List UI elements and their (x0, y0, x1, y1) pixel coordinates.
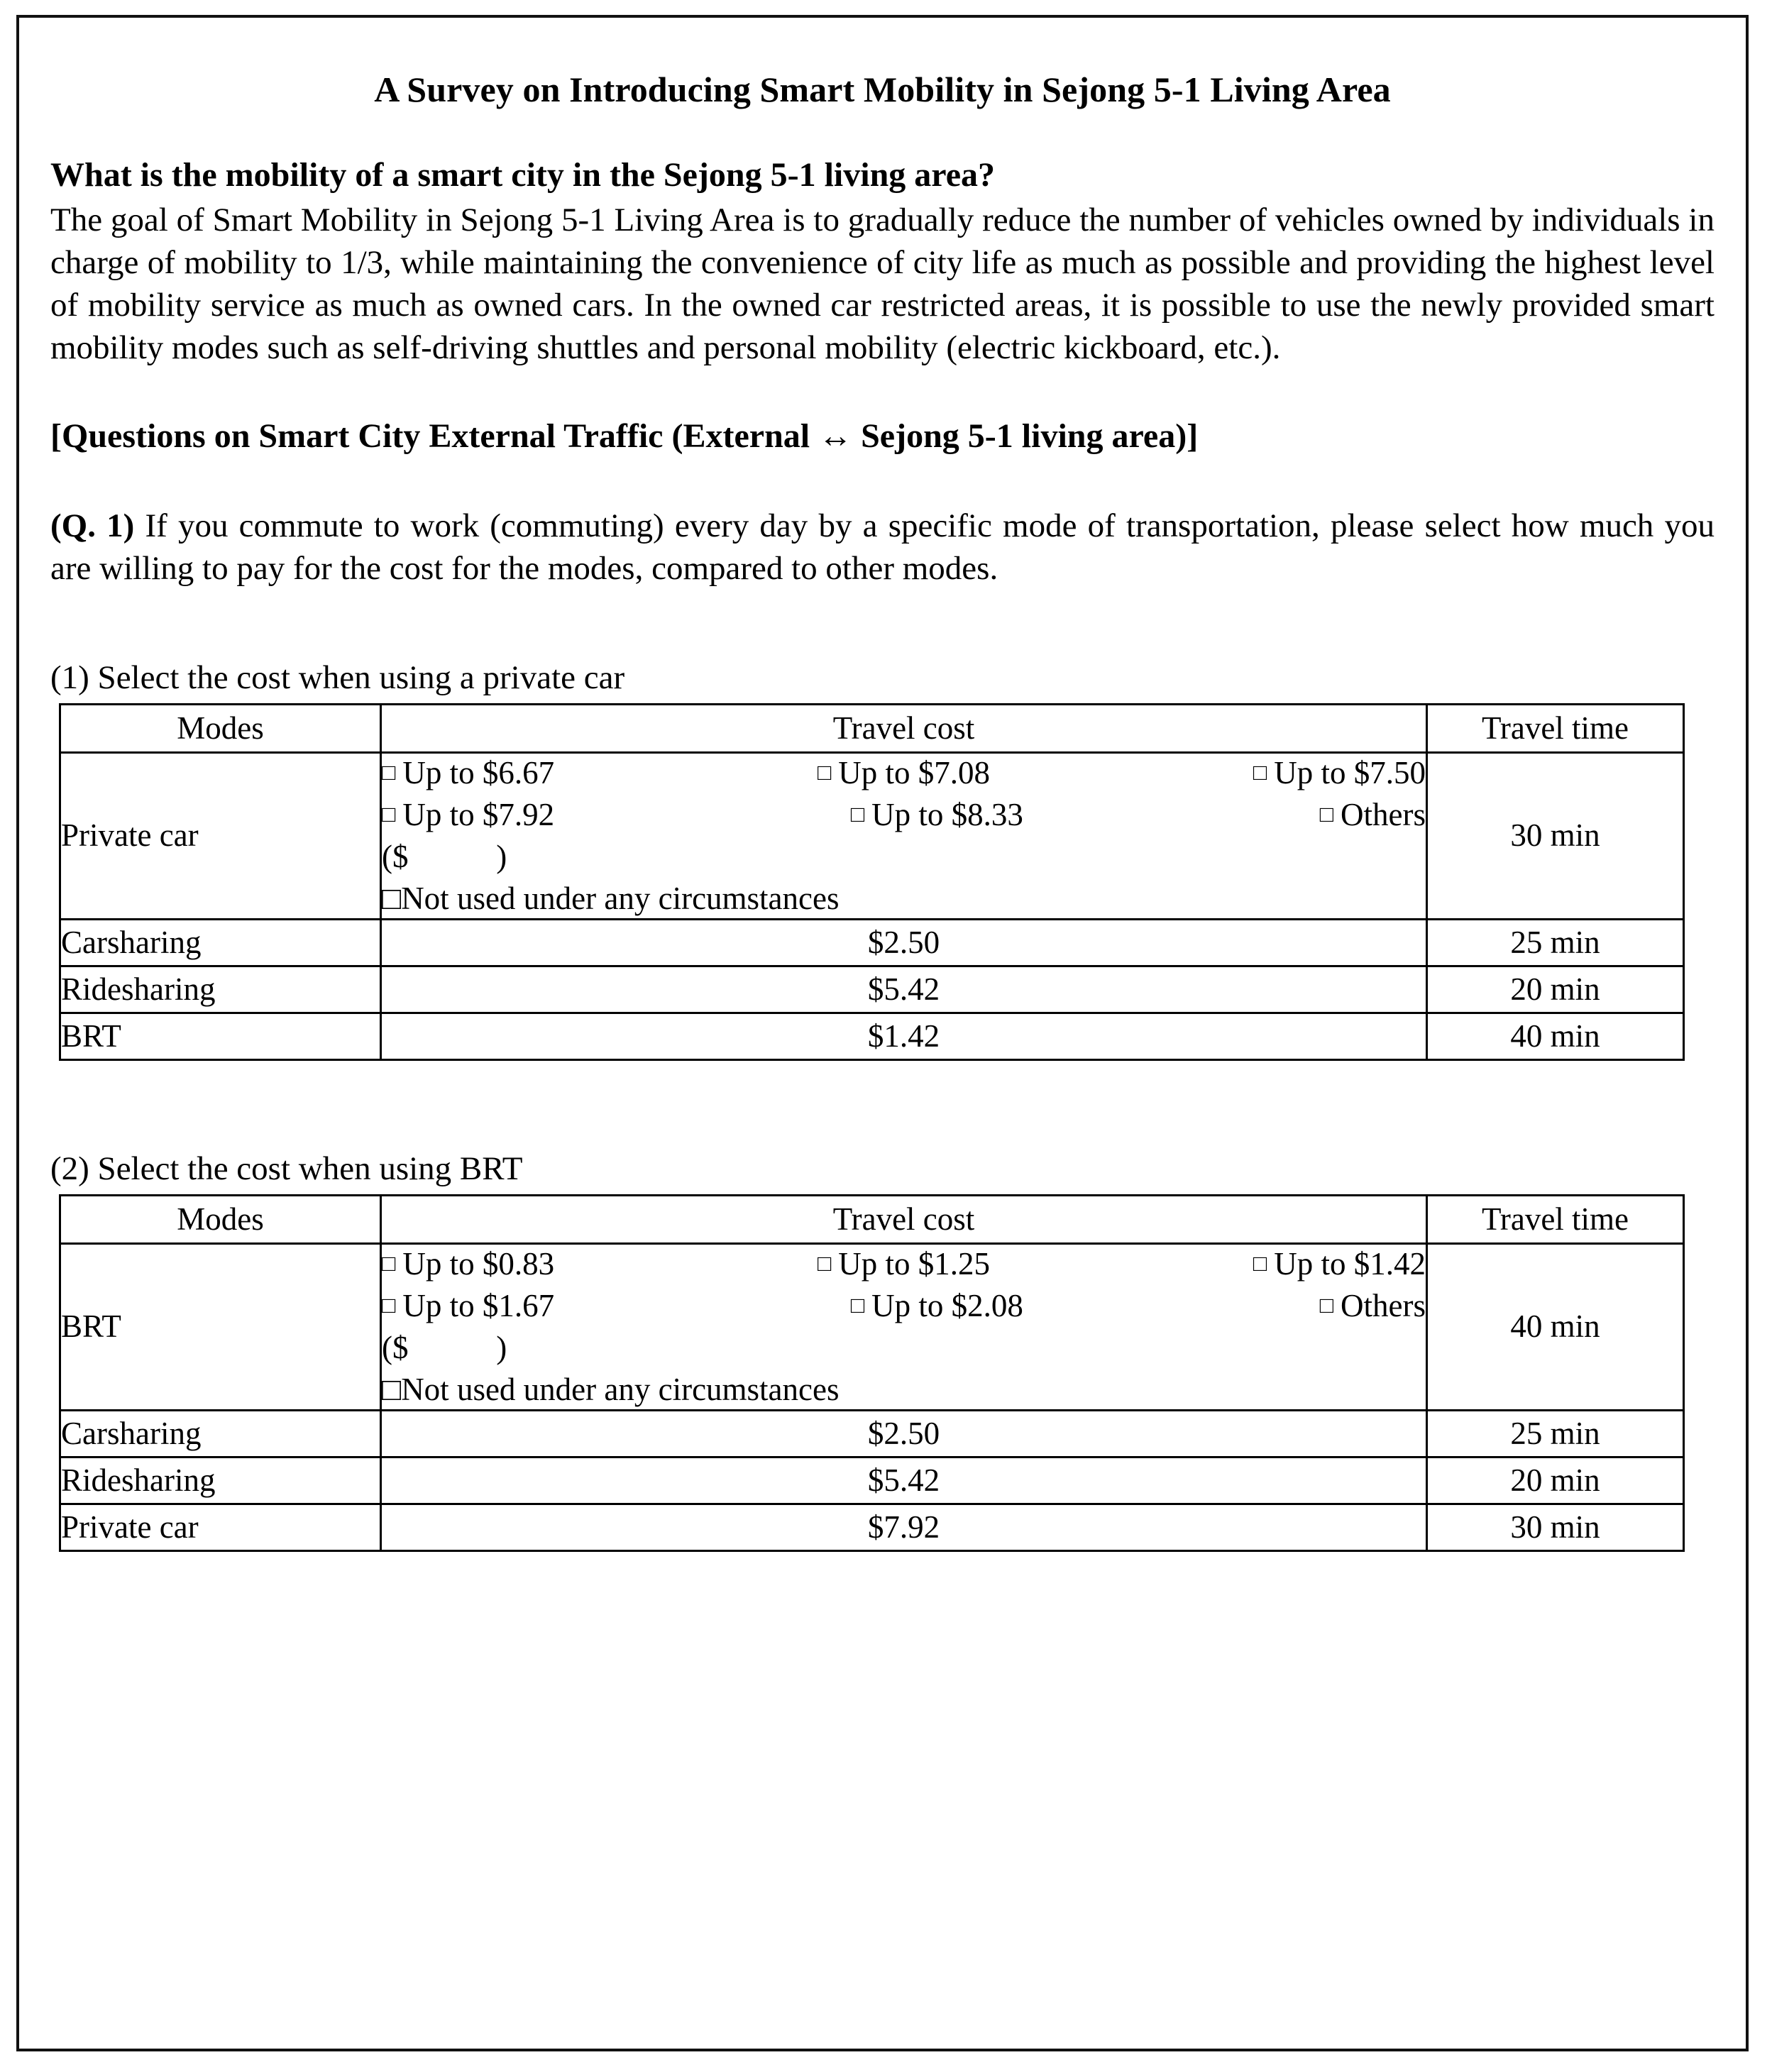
subquestion-label-2: (2) Select the cost when using BRT (50, 1150, 523, 1188)
table-header-row (60, 1196, 1684, 1244)
option-label: Up to $6.67 (402, 755, 555, 791)
travel-cost-value: $2.50 (381, 1410, 1427, 1457)
checkbox-icon[interactable]: □ (382, 881, 402, 917)
checkbox-icon[interactable]: □ (850, 801, 865, 827)
table-row (60, 1457, 1684, 1504)
table-row-options (60, 753, 1684, 920)
spacer (50, 590, 1715, 610)
checkbox-option[interactable] (1253, 1245, 1426, 1284)
cost-options-cell (381, 1244, 1427, 1411)
checkbox-icon[interactable]: □ (382, 1292, 396, 1318)
travel-cost-value: $1.42 (381, 1013, 1427, 1060)
travel-time-value: 40 min (1427, 1244, 1684, 1411)
option-label: Not used under any circumstances (401, 881, 840, 917)
spacer (50, 1061, 1715, 1101)
mode-name: Carsharing (60, 1410, 381, 1457)
option-label: Not used under any circumstances (401, 1372, 840, 1408)
checkbox-icon[interactable]: □ (382, 1250, 396, 1277)
mode-name: BRT (60, 1013, 381, 1060)
table-header-row (60, 705, 1684, 753)
option-row-2 (382, 1286, 1426, 1326)
checkbox-option[interactable] (1253, 754, 1426, 793)
checkbox-icon[interactable]: □ (382, 801, 396, 827)
column-header-travel-cost: Travel cost (381, 1196, 1427, 1244)
mode-name: BRT (60, 1244, 381, 1411)
column-header-travel-time: Travel time (1427, 1196, 1684, 1244)
checkbox-option[interactable] (851, 795, 1023, 834)
column-header-travel-cost: Travel cost (381, 705, 1427, 753)
intro-heading: What is the mobility of a smart city in the Sejong 5-1 living area? (50, 156, 996, 194)
checkbox-icon[interactable]: □ (1253, 759, 1267, 786)
travel-time-value: 20 min (1427, 966, 1684, 1013)
option-label: Up to $2.08 (871, 1288, 1023, 1324)
checkbox-option[interactable] (382, 1286, 554, 1326)
table-row-options (60, 1244, 1684, 1411)
option-label: Up to $7.08 (838, 755, 991, 791)
table-row (60, 920, 1684, 966)
cost-options-cell (381, 753, 1427, 920)
checkbox-icon[interactable]: □ (382, 759, 396, 786)
cost-table-private-car (59, 703, 1685, 1061)
checkbox-icon[interactable]: □ (382, 1372, 402, 1408)
checkbox-option-not-used[interactable] (382, 879, 1426, 918)
mode-name: Private car (60, 1504, 381, 1550)
option-label: Up to $0.83 (402, 1246, 555, 1282)
checkbox-option[interactable] (818, 754, 990, 793)
checkbox-icon[interactable]: □ (1253, 1250, 1267, 1277)
checkbox-icon[interactable]: □ (817, 759, 832, 786)
column-header-travel-time: Travel time (1427, 705, 1684, 753)
checkbox-icon[interactable]: □ (1319, 801, 1334, 827)
table-row (60, 1504, 1684, 1550)
mode-name: Ridesharing (60, 966, 381, 1013)
intro-paragraph: The goal of Smart Mobility in Sejong 5-1 Living Area is to gradually reduce the number of vehicles owned by individuals in charge of mobility to 1/3, while maintaining the convenience of city life as much as possible and providing the highest level of mobility service as much as owned cars. In the owned car restricted areas, it is possible to use the newly provided smart mobility modes such as self-driving shuttles and personal mobility (electric kickboard, etc.). (50, 201, 1715, 367)
others-amount-field[interactable]: ($ ) (382, 839, 507, 875)
option-label: Others (1341, 1288, 1426, 1324)
checkbox-option[interactable] (382, 795, 554, 834)
option-label: Up to $7.92 (402, 797, 555, 833)
cost-table-brt (59, 1194, 1685, 1552)
travel-time-value: 25 min (1427, 920, 1684, 966)
travel-time-value: 30 min (1427, 753, 1684, 920)
option-row-1 (382, 754, 1426, 793)
section-heading: [Questions on Smart City External Traffic (External ↔ Sejong 5-1 living area)] (50, 417, 1199, 456)
checkbox-option[interactable] (851, 1286, 1023, 1326)
travel-time-value: 30 min (1427, 1504, 1684, 1550)
option-label: Up to $8.33 (871, 797, 1023, 833)
table-row (60, 1013, 1684, 1060)
option-label: Up to $1.42 (1274, 1246, 1426, 1282)
travel-time-value: 40 min (1427, 1013, 1684, 1060)
travel-cost-value: $2.50 (381, 920, 1427, 966)
checkbox-option-others[interactable] (1320, 1286, 1426, 1326)
option-label: Up to $7.50 (1274, 755, 1426, 791)
travel-cost-value: $5.42 (381, 1457, 1427, 1504)
checkbox-option-not-used[interactable] (382, 1370, 1426, 1409)
option-label: Others (1341, 797, 1426, 833)
table-row (60, 1410, 1684, 1457)
document-body (50, 69, 1715, 2068)
checkbox-option[interactable] (382, 754, 554, 793)
column-header-modes: Modes (60, 705, 381, 753)
option-row-1 (382, 1245, 1426, 1284)
checkbox-option[interactable] (818, 1245, 990, 1284)
document-page (16, 15, 1749, 2051)
mode-name: Private car (60, 753, 381, 920)
option-label: Up to $1.67 (402, 1288, 555, 1324)
travel-time-value: 20 min (1427, 1457, 1684, 1504)
question-1 (50, 505, 1715, 590)
checkbox-option[interactable] (382, 1245, 554, 1284)
mode-name: Ridesharing (60, 1457, 381, 1504)
mode-name: Carsharing (60, 920, 381, 966)
travel-time-value: 25 min (1427, 1410, 1684, 1457)
checkbox-icon[interactable]: □ (817, 1250, 832, 1277)
column-header-modes: Modes (60, 1196, 381, 1244)
others-amount-field[interactable]: ($ ) (382, 1330, 507, 1366)
subquestion-label-1: (1) Select the cost when using a private car (50, 659, 625, 697)
option-label: Up to $1.25 (838, 1246, 991, 1282)
travel-cost-value: $5.42 (381, 966, 1427, 1013)
page-title: A Survey on Introducing Smart Mobility in Sejong 5-1 Living Area (374, 70, 1391, 109)
travel-cost-value: $7.92 (381, 1504, 1427, 1550)
checkbox-icon[interactable]: □ (850, 1292, 865, 1318)
option-row-2 (382, 795, 1426, 834)
checkbox-icon[interactable]: □ (1319, 1292, 1334, 1318)
question-text: If you commute to work (commuting) every day by a specific mode of transportation, please select how much you are willing to pay for the cost for the modes, compared to other modes. (50, 507, 1715, 587)
question-number: (Q. 1) (50, 507, 135, 544)
table-row (60, 966, 1684, 1013)
checkbox-option-others[interactable] (1320, 795, 1426, 834)
